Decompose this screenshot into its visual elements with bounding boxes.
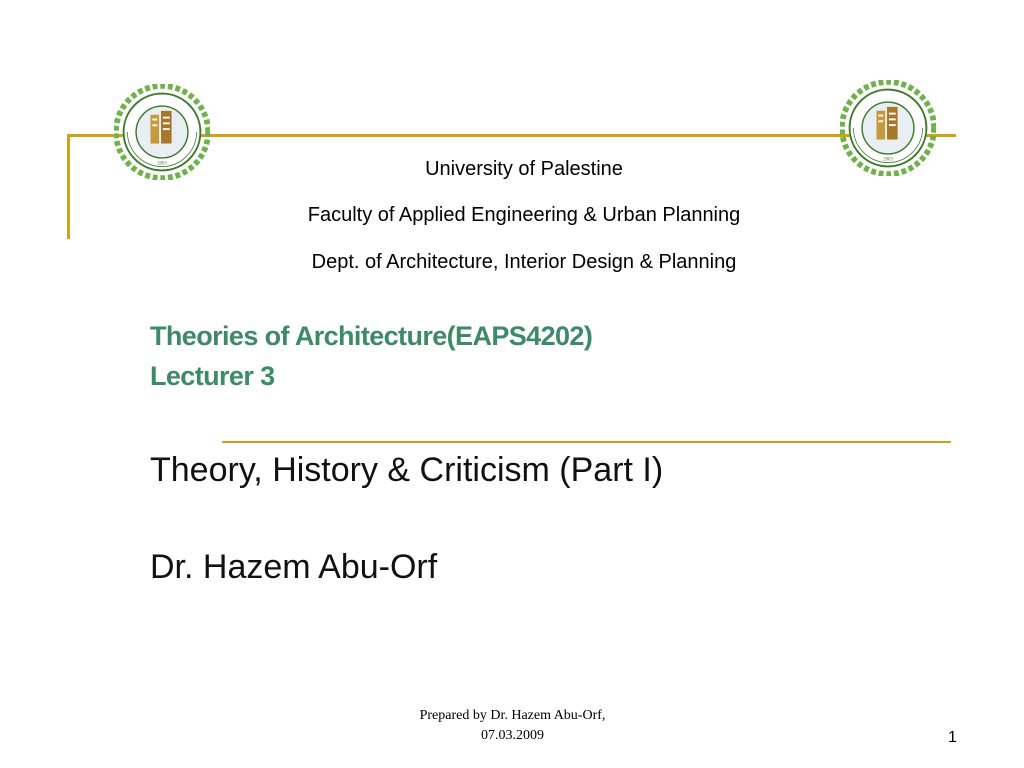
university-name: University of Palestine: [425, 158, 623, 180]
footer-credit: [380, 706, 645, 746]
page-number: 1: [948, 729, 957, 746]
course-title: Theories of Architecture(EAPS4202): [150, 321, 593, 351]
lecture-number: Lecturer 3: [150, 361, 275, 391]
author-name: Dr. Hazem Abu-Orf: [150, 548, 438, 586]
footer-prepared-by: Prepared by Dr. Hazem Abu-Orf,: [419, 708, 606, 723]
footer-date: 07.03.2009: [481, 728, 544, 743]
faculty-name: Faculty of Applied Engineering & Urban Planning: [307, 204, 741, 226]
slide-subtitle: Theory, History & Criticism (Part I): [150, 451, 664, 489]
middle-gold-rule: [222, 441, 951, 443]
seal-year: 2003: [157, 161, 167, 167]
seal-year: 2003: [883, 157, 893, 163]
department-name: Dept. of Architecture, Interior Design & Planning: [311, 251, 737, 273]
